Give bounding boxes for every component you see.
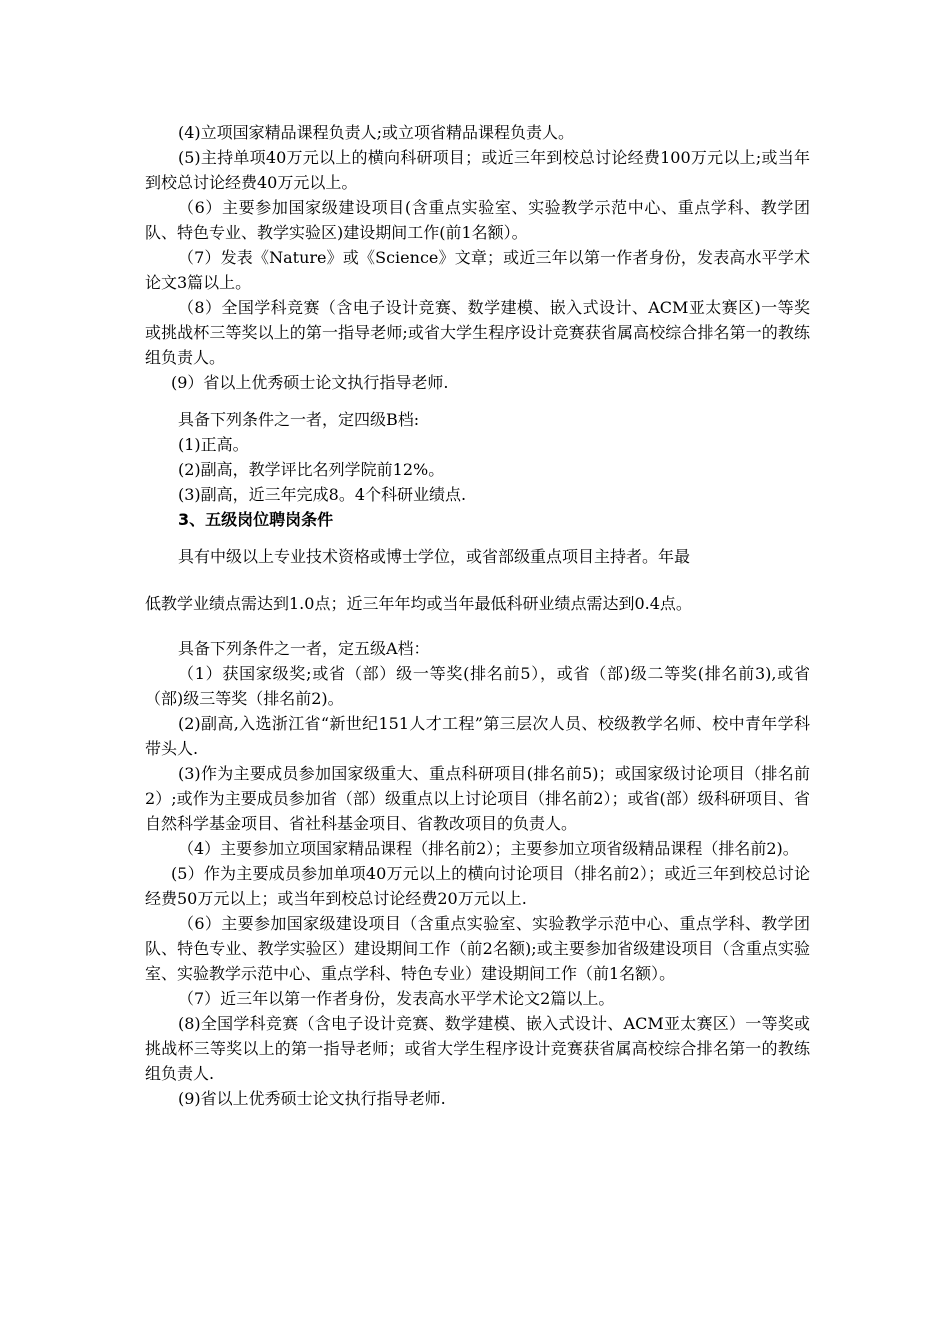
paragraph-4a-item5: (5)主持单项40万元以上的横向科研项目；或近三年到校总讨论经费100万元以上;或当年到校总讨论经费40万元以上。 xyxy=(145,148,810,192)
paragraph-4a-item9: (9）省以上优秀硕士论文执行指导老师. xyxy=(171,373,449,392)
paragraph-4a-item7: （7）发表《Nature》或《Science》文章；或近三年以第一作者身份，发表高水平学术论文3篇以上。 xyxy=(145,248,810,292)
paragraph-5a-item4: （4）主要参加立项国家精品课程（排名前2）；主要参加立项省级精品课程（排名前2)。 xyxy=(178,839,799,858)
paragraph-level5-requirement-2: 低教学业绩点需达到1.0点；近三年年均或当年最低科研业绩点需达到0.4点。 xyxy=(145,594,692,613)
paragraph-5a-item5: (5）作为主要成员参加单项40万元以上的横向讨论项目（排名前2）；或近三年到校总讨论经费50万元以上；或当年到校总讨论经费20万元以上. xyxy=(145,864,810,908)
paragraph-4b-intro: 具备下列条件之一者，定四级B档: xyxy=(178,410,420,429)
paragraph-5a-item6: （6）主要参加国家级建设项目（含重点实验室、实验教学示范中心、重点学科、教学团队、特色专业、教学实验区）建设期间工作（前2名额);或主要参加省级建设项目（含重点实验室、实验教学示范中心、重点学科、特色专业）建设期间工作（前1名额）。 xyxy=(145,914,810,983)
paragraph-5a-item8: (8)全国学科竞赛（含电子设计竞赛、数学建模、嵌入式设计、ACM亚太赛区）一等奖或挑战杯三等奖以上的第一指导老师；或省大学生程序设计竞赛获省属高校综合排名第一的教练组负责人. xyxy=(145,1014,810,1083)
paragraph-level5-requirement-1: 具有中级以上专业技术资格或博士学位，或省部级重点项目主持者。年最 xyxy=(178,547,691,566)
paragraph-5a-item2: (2)副高,入选浙江省“新世纪151人才工程”第三层次人员、校级教学名师、校中青年学科带头人. xyxy=(145,714,810,758)
paragraph-5a-item9: (9)省以上优秀硕士论文执行指导老师. xyxy=(178,1089,446,1108)
paragraph-5a-item3: (3)作为主要成员参加国家级重大、重点科研项目(排名前5)；或国家级讨论项目（排名前2）;或作为主要成员参加省（部）级重点以上讨论项目（排名前2）；或省(部）级科研项目、省自然科学基金项目、省社科基金项目、省教改项目的负责人。 xyxy=(145,764,810,833)
paragraph-4b-item1: (1)正高。 xyxy=(178,435,249,454)
paragraph-4b-item2: (2)副高，教学评比名列学院前12%。 xyxy=(178,460,445,479)
paragraph-5a-item7: （7）近三年以第一作者身份，发表高水平学术论文2篇以上。 xyxy=(178,989,615,1008)
paragraph-4a-item4: (4)立项国家精品课程负责人;或立项省精品课程负责人。 xyxy=(178,123,575,142)
paragraph-4b-item3: (3)副高，近三年完成8。4个科研业绩点. xyxy=(178,485,467,504)
paragraph-4a-item6: （6）主要参加国家级建设项目(含重点实验室、实验教学示范中心、重点学科、教学团队、特色专业、教学实验区)建设期间工作(前1名额）。 xyxy=(145,198,810,242)
paragraph-4a-item8: （8）全国学科竞赛（含电子设计竞赛、数学建模、嵌入式设计、ACM亚太赛区)一等奖或挑战杯三等奖以上的第一指导老师;或省大学生程序设计竞赛获省属高校综合排名第一的教练组负责人。 xyxy=(145,298,810,367)
paragraph-5a-intro: 具备下列条件之一者，定五级A档： xyxy=(178,639,430,658)
section-heading: 3、五级岗位聘岗条件 xyxy=(178,510,334,529)
paragraph-5a-item1: （1）获国家级奖;或省（部）级一等奖(排名前5），或省（部)级二等奖(排名前3),或省（部)级三等奖（排名前2)。 xyxy=(145,664,810,708)
